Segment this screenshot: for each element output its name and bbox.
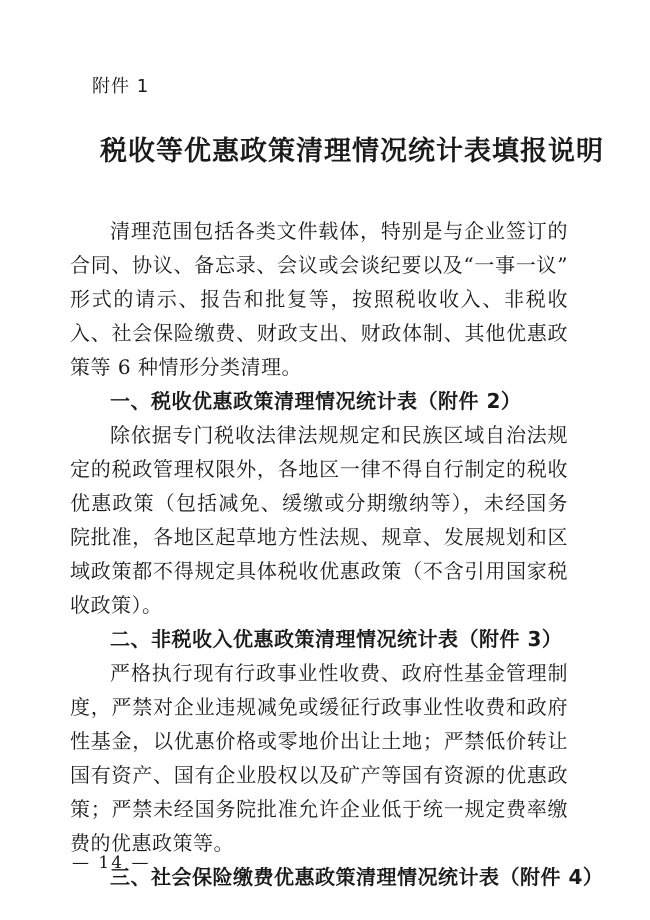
section-heading-tax-policy: 一、税收优惠政策清理情况统计表（附件 2） bbox=[110, 389, 522, 413]
paragraph-scope: 清理范围包括各类文件载体，特别是与企业签订的合同、协议、备忘录、会议或会谈纪要以及“一事一议”形式的请示、报告和批复等，按照税收收入、非税收入、社会保险缴费、财政支出、财政体制、其他优惠政策等 6 种情形分类清理。 bbox=[70, 219, 568, 379]
paragraph-tax-policy: 除依据专门税收法律法规规定和民族区域自治法规定的税政管理权限外，各地区一律不得自行制定的税收优惠政策（包括减免、缓缴或分期缴纳等），未经国务院批准，各地区起草地方性法规、规章、发展规划和区域政策都不得规定具体税收优惠政策（不含引用国家税收政策）。 bbox=[70, 423, 568, 617]
attachment-label: 附件 1 bbox=[92, 76, 150, 97]
document-body bbox=[70, 214, 604, 894]
page-title: 税收等优惠政策清理情况统计表填报说明 bbox=[100, 136, 604, 167]
paragraph-nontax-revenue: 严格执行现有行政事业性收费、政府性基金管理制度，严禁对企业违规减免或缓征行政事业性收费和政府性基金，以优惠价格或零地价出让土地；严禁低价转让国有资产、国有企业股权以及矿产等国有资源的优惠政策；严禁未经国务院批准允许企业低于统一规定费率缴费的优惠政策等。 bbox=[70, 661, 568, 855]
section-heading-social-insurance: 三、社会保险缴费优惠政策清理情况统计表（附件 4） bbox=[110, 865, 604, 889]
section-heading-nontax-revenue: 二、非税收入优惠政策清理情况统计表（附件 3） bbox=[110, 627, 563, 651]
page-number: — 14 — bbox=[72, 853, 151, 873]
